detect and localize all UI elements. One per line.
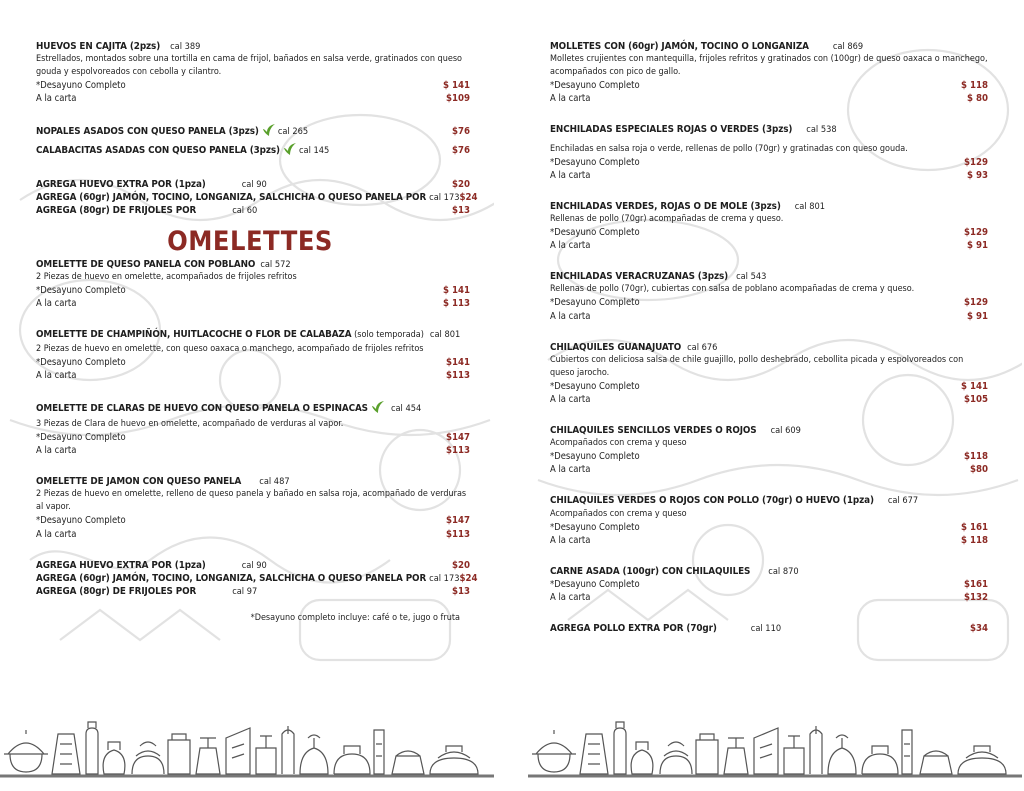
item-title: AGREGA (80gr) DE FRIJOLES POR xyxy=(36,204,197,216)
option-label: A la carta xyxy=(550,464,591,476)
item-description: Rellenas de pollo (70gr), cubiertas con salsa de poblano acompañadas de crema y queso. xyxy=(550,284,915,295)
item-title: OMELETTE DE CHAMPIÑÓN, HUITLACOCHE O FLOR DE CALABAZA xyxy=(36,329,352,341)
extras-list xyxy=(36,559,478,598)
item-calories: cal 173 xyxy=(429,191,460,203)
price: $ 118 xyxy=(960,80,988,92)
menu-item xyxy=(36,475,470,540)
option-label: A la carta xyxy=(550,240,591,252)
menu-item xyxy=(550,40,988,105)
price: $80 xyxy=(969,464,988,476)
item-title: CALABACITAS ASADAS CON QUESO PANELA (3pzs) xyxy=(36,144,280,156)
price: $129 xyxy=(963,297,988,309)
price: $109 xyxy=(445,93,470,105)
price: $76 xyxy=(451,126,470,138)
item-calories: cal 389 xyxy=(170,41,201,52)
item-title: AGREGA HUEVO EXTRA POR (1pza) xyxy=(36,178,206,190)
menu-item xyxy=(36,40,470,105)
item-calories: cal 869 xyxy=(832,41,864,52)
item-calories: cal 538 xyxy=(806,124,837,136)
item-title: CHILAQUILES SENCILLOS VERDES O ROJOS xyxy=(550,425,757,437)
option-label: *Desayuno Completo xyxy=(550,297,640,309)
item-calories: cal 60 xyxy=(232,204,258,216)
menu-content-right xyxy=(550,40,988,653)
item-title: OMELETTE DE QUESO PANELA CON POBLANO xyxy=(36,259,256,271)
price: $ 80 xyxy=(966,93,988,105)
kitchen-illustration-strip xyxy=(528,704,1022,791)
price: $113 xyxy=(445,528,470,540)
footnote: *Desayuno completo incluye: café o te, jugo o fruta xyxy=(250,612,460,623)
item-title: ENCHILADAS VERACRUZANAS (3pzs) xyxy=(550,271,729,283)
item-title: NOPALES ASADOS CON QUESO PANELA (3pzs) xyxy=(36,126,259,138)
item-description: Enchiladas en salsa roja o verde, rellenas de pollo (70gr) y gratinadas con queso gouda. xyxy=(550,143,908,154)
option-label: *Desayuno Completo xyxy=(550,578,640,590)
price: $13 xyxy=(451,585,470,597)
price: $132 xyxy=(963,592,988,603)
price: $ 91 xyxy=(966,240,988,252)
item-title: AGREGA (80gr) DE FRIJOLES POR xyxy=(36,585,197,597)
kitchen-illustration-strip xyxy=(0,704,494,791)
option-label: *Desayuno Completo xyxy=(36,515,126,527)
price: $20 xyxy=(451,178,470,190)
item-title: AGREGA (60gr) JAMÓN, TOCINO, LONGANIZA, SALCHICHA O QUESO PANELA POR xyxy=(36,191,427,203)
leaf-icon xyxy=(371,400,385,418)
menu-content-left xyxy=(36,40,478,625)
price: $ 118 xyxy=(960,534,988,546)
menu-item xyxy=(550,494,988,546)
option-label: *Desayuno Completo xyxy=(550,80,640,92)
option-label: *Desayuno Completo xyxy=(36,80,126,92)
option-label: A la carta xyxy=(550,93,591,105)
menu-page-right xyxy=(528,0,1022,791)
item-description: 2 Piezas de huevo en omelette, relleno de queso panela y bañado en salsa roja, acompañado de verduras al vapor. xyxy=(36,489,467,513)
item-title: CHILAQUILES GUANAJUATO xyxy=(550,341,682,353)
price: $ 91 xyxy=(966,310,988,322)
menu-item xyxy=(550,270,988,322)
price: $161 xyxy=(963,578,988,590)
item-calories: cal 543 xyxy=(736,271,767,283)
option-label: A la carta xyxy=(36,445,77,457)
option-label: A la carta xyxy=(550,169,591,181)
option-label: *Desayuno Completo xyxy=(36,431,126,443)
price: $141 xyxy=(445,356,470,368)
menu-item xyxy=(550,123,988,181)
price: $34 xyxy=(969,623,988,635)
item-calories: cal 801 xyxy=(429,329,461,341)
item-description: Cubiertos con deliciosa salsa de chile guajillo, pollo deshebrado, cebollita picada y espolvoreados con queso jarocho. xyxy=(550,354,964,378)
option-label: A la carta xyxy=(550,393,591,405)
item-title: OMELETTE DE JAMON CON QUESO PANELA xyxy=(36,476,242,488)
extras-list xyxy=(36,178,478,217)
menu-page-left xyxy=(0,0,494,791)
menu-item xyxy=(550,341,988,406)
item-calories: cal 487 xyxy=(259,476,290,488)
veg-items xyxy=(36,123,470,159)
option-label: A la carta xyxy=(36,528,77,540)
section-title: OMELETTES xyxy=(167,225,333,257)
item-calories: cal 145 xyxy=(298,144,330,156)
price: $13 xyxy=(451,204,470,216)
item-title: OMELETTE DE CLARAS DE HUEVO CON QUESO PANELA O ESPINACAS xyxy=(36,402,368,414)
option-label: A la carta xyxy=(550,534,591,546)
price: $147 xyxy=(445,431,470,443)
item-description: Acompañados con crema y queso xyxy=(550,438,687,449)
price: $ 161 xyxy=(960,521,988,533)
option-label: A la carta xyxy=(36,298,77,310)
price: $129 xyxy=(963,156,988,168)
price: $118 xyxy=(963,451,988,463)
menu-item xyxy=(550,565,988,604)
item-calories: cal 801 xyxy=(794,200,826,212)
item-calories: cal 609 xyxy=(770,425,801,437)
item-calories: cal 870 xyxy=(768,565,799,577)
extra-item xyxy=(550,622,988,635)
item-calories: cal 676 xyxy=(687,341,718,353)
item-description: Acompañados con crema y queso xyxy=(550,508,687,519)
page-gutter xyxy=(494,0,528,791)
item-calories: cal 265 xyxy=(277,126,309,138)
menu-item xyxy=(550,200,988,252)
item-calories: cal 90 xyxy=(241,178,267,190)
option-label: A la carta xyxy=(550,592,591,603)
item-title: AGREGA (60gr) JAMÓN, TOCINO, LONGANIZA, SALCHICHA O QUESO PANELA POR xyxy=(36,572,427,584)
item-description: 2 Piezas de huevo en omelette, acompañados de frijoles refritos xyxy=(36,272,297,283)
option-label: A la carta xyxy=(550,310,591,322)
price: $147 xyxy=(445,515,470,527)
item-title: HUEVOS EN CAJITA (2pzs) xyxy=(36,41,161,52)
item-calories: cal 454 xyxy=(390,402,422,414)
menu-item xyxy=(550,424,988,476)
option-label: *Desayuno Completo xyxy=(550,156,640,168)
item-title: ENCHILADAS VERDES, ROJAS O DE MOLE (3pzs) xyxy=(550,200,781,212)
option-label: A la carta xyxy=(36,369,77,381)
menu-item xyxy=(36,400,470,457)
price: $24 xyxy=(459,572,478,584)
item-calories: cal 173 xyxy=(429,572,460,584)
leaf-icon xyxy=(262,123,276,141)
price: $ 141 xyxy=(442,285,470,297)
item-title: CHILAQUILES VERDES O ROJOS CON POLLO (70gr) O HUEVO (1pza) xyxy=(550,495,874,507)
menu-item xyxy=(36,258,470,310)
item-description: 3 Piezas de Clara de huevo en omelette, acompañado de verduras al vapor. xyxy=(36,418,344,429)
price: $ 113 xyxy=(442,298,470,310)
item-title: MOLLETES CON (60gr) JAMÓN, TOCINO O LONGANIZA xyxy=(550,41,809,52)
item-calories: cal 572 xyxy=(260,259,291,271)
item-calories: cal 90 xyxy=(241,559,267,571)
price: $76 xyxy=(451,144,470,156)
option-label: A la carta xyxy=(36,93,77,105)
price: $105 xyxy=(963,393,988,405)
item-title: CARNE ASADA (100gr) CON CHILAQUILES xyxy=(550,565,751,577)
leaf-icon xyxy=(283,142,297,160)
option-label: *Desayuno Completo xyxy=(550,227,640,239)
option-label: *Desayuno Completo xyxy=(36,356,126,368)
price: $20 xyxy=(451,559,470,571)
option-label: *Desayuno Completo xyxy=(550,451,640,463)
item-description: Rellenas de pollo (70gr) acompañadas de crema y queso. xyxy=(550,213,784,224)
item-calories: cal 677 xyxy=(887,495,919,507)
price: $113 xyxy=(445,445,470,457)
item-note: (solo temporada) xyxy=(354,330,424,341)
price: $ 141 xyxy=(960,380,988,392)
item-description: Molletes crujientes con mantequilla, frijoles refritos y gratinados con (100gr) de queso oaxaca o manchego, acompañados con pico de gallo. xyxy=(550,54,988,78)
menu-item xyxy=(36,328,470,381)
item-calories: cal 97 xyxy=(232,585,258,597)
price: $ 93 xyxy=(966,169,988,181)
item-title: ENCHILADAS ESPECIALES ROJAS O VERDES (3pzs) xyxy=(550,124,793,136)
item-title: AGREGA HUEVO EXTRA POR (1pza) xyxy=(36,559,206,571)
price: $ 141 xyxy=(442,80,470,92)
price: $113 xyxy=(445,369,470,381)
item-calories: cal 110 xyxy=(750,623,782,635)
option-label: *Desayuno Completo xyxy=(550,521,640,533)
option-label: *Desayuno Completo xyxy=(550,380,640,392)
price: $24 xyxy=(459,191,478,203)
option-label: *Desayuno Completo xyxy=(36,285,126,297)
price: $129 xyxy=(963,227,988,239)
item-description: Estrellados, montados sobre una tortilla en cama de frijol, bañados en salsa verde, gratinados con queso gouda y espolvoreados con cebolla y cilantro. xyxy=(36,54,462,78)
item-description: 2 Piezas de huevo en omelette, con queso oaxaca o manchego, acompañado de frijoles refritos xyxy=(36,343,424,354)
item-title: AGREGA POLLO EXTRA POR (70gr) xyxy=(550,623,717,635)
